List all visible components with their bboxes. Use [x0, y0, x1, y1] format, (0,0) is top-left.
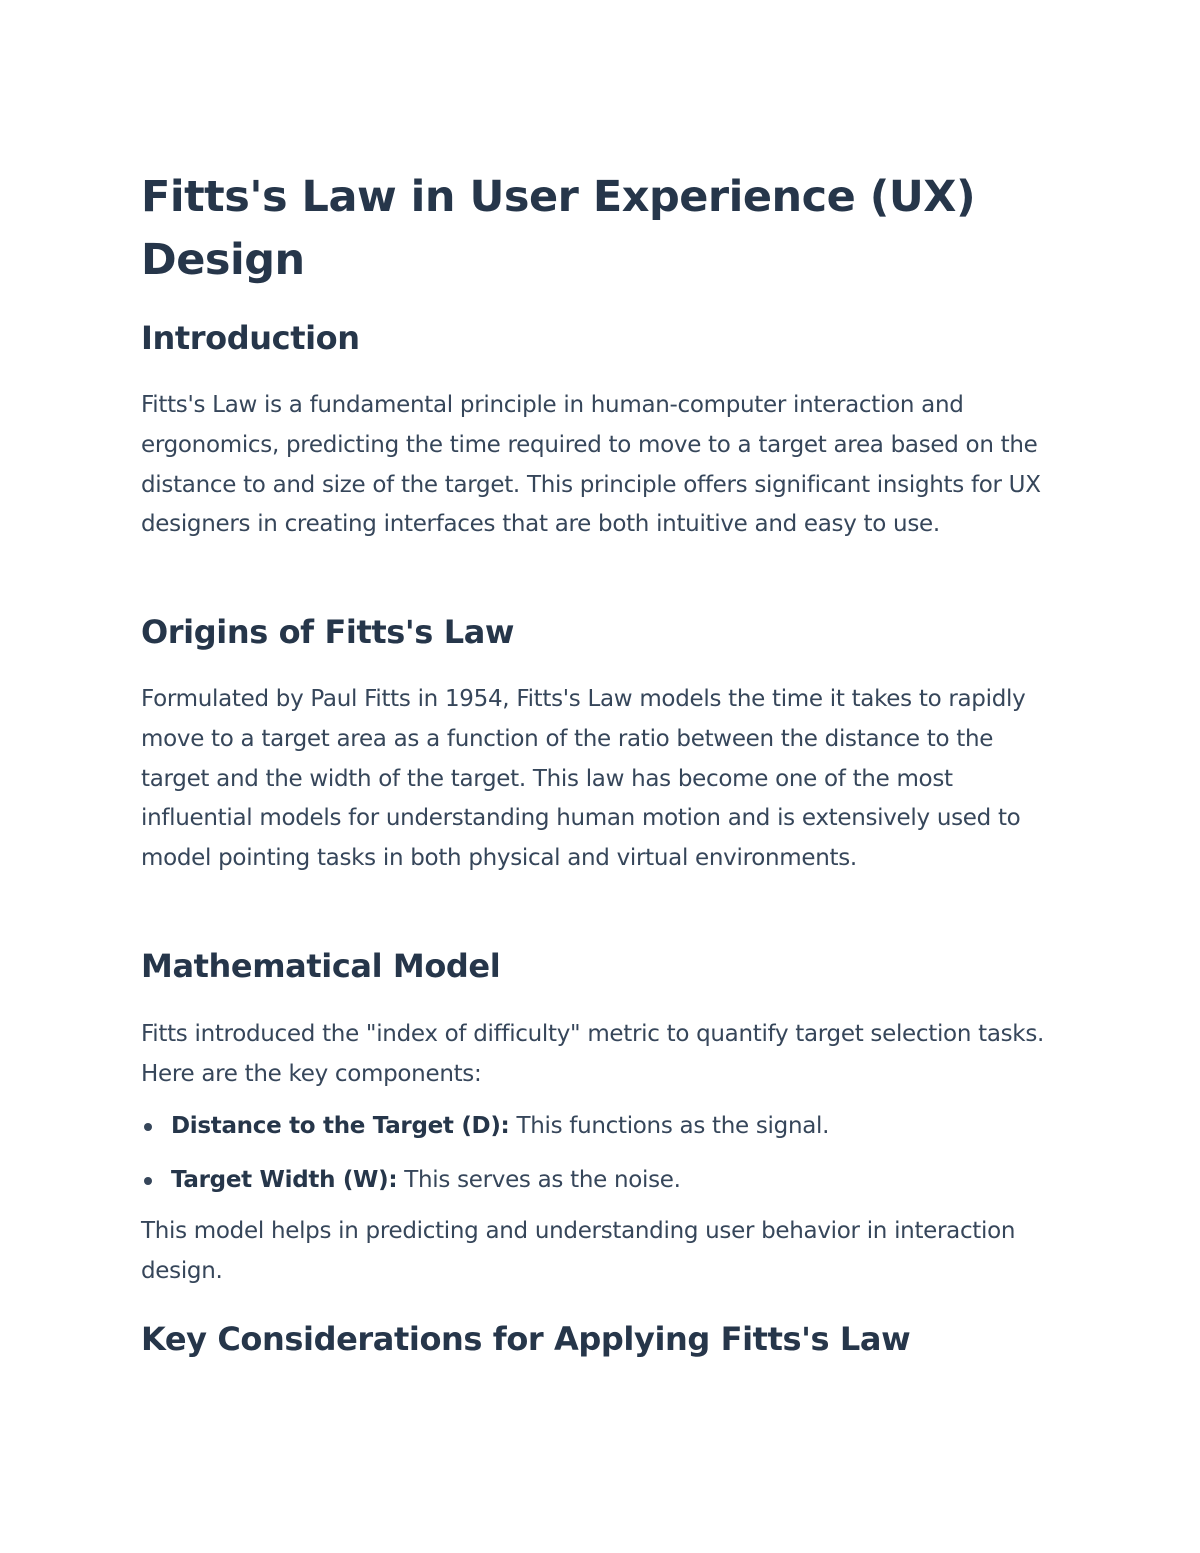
- introduction-paragraph: Fitts's Law is a fundamental principle in human-computer interaction and ergonomics, predicting the time required to move to a target area based on the distance to and size of the target. This principle offers significant insights for UX designers in creating interfaces that are both intuitive and easy to use.: [141, 392, 1041, 538]
- section-heading-mathematical-model: Mathematical Model: [141, 947, 501, 985]
- bullet-term: Target Width (W):: [171, 1167, 398, 1193]
- model-intro-paragraph: Fitts introduced the "index of difficulty" metric to quantify target selection tasks. Here are the key components:: [141, 1021, 1045, 1087]
- section-heading-introduction: Introduction: [141, 319, 360, 357]
- section-heading-origins: Origins of Fitts's Law: [141, 613, 515, 651]
- bullet-term: Distance to the Target (D):: [171, 1113, 510, 1139]
- page-title: Fitts's Law in User Experience (UX) Design: [141, 172, 976, 285]
- bullet-dot-icon: [144, 1123, 152, 1131]
- bullet-dot-icon: [144, 1177, 152, 1185]
- model-outro-paragraph: This model helps in predicting and understanding user behavior in interaction design.: [141, 1218, 1016, 1284]
- bullet-description: This functions as the signal.: [509, 1113, 830, 1139]
- section-heading-key-considerations: Key Considerations for Applying Fitts's Law: [141, 1320, 911, 1358]
- bullet-description: This serves as the noise.: [397, 1167, 681, 1193]
- origins-paragraph: Formulated by Paul Fitts in 1954, Fitts's Law models the time it takes to rapidly move to a target area as a function of the ratio between the distance to the target and the width of the target. This law has become one of the most influential models for understanding human motion and is extensively used to model pointing tasks in both physical and virtual environments.: [141, 686, 1026, 872]
